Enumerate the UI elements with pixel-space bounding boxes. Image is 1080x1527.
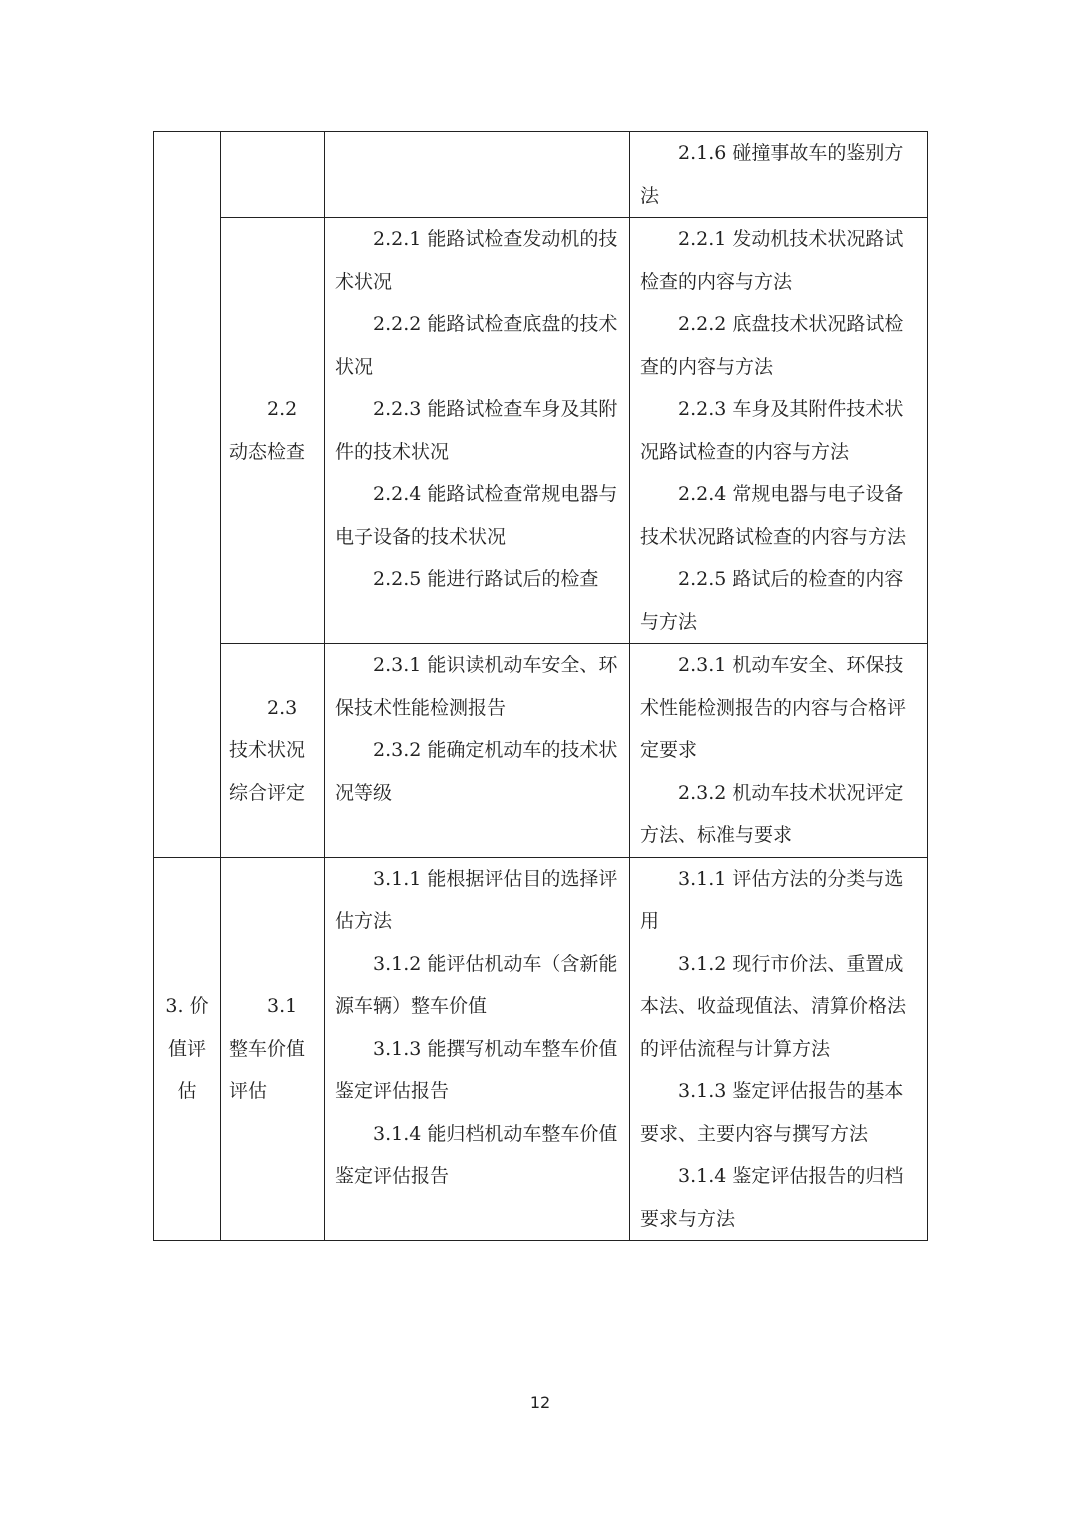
knowledge-item: 3.1.1 评估方法的分类与选用	[640, 867, 904, 932]
unit-label: 3.1 整车价值评估	[229, 995, 306, 1102]
skill-item: 2.2.3 能路试检查车身及其附件的技术状况	[335, 398, 618, 463]
unit-cell	[221, 857, 325, 1241]
skill-item: 2.3.1 能识读机动车安全、环保技术性能检测报告	[335, 654, 618, 719]
knowledge-item: 2.2.4 常规电器与电子设备技术状况路试检查的内容与方法	[640, 483, 907, 548]
unit-cell	[221, 218, 325, 644]
knowledge-cell	[630, 857, 928, 1241]
knowledge-item: 2.3.1 机动车安全、环保技术性能检测报告的内容与合格评定要求	[640, 654, 907, 761]
knowledge-item: 2.3.2 机动车技术状况评定方法、标准与要求	[640, 781, 904, 846]
knowledge-cell	[630, 218, 928, 644]
skill-item: 2.3.2 能确定机动车的技术状况等级	[335, 739, 618, 804]
knowledge-item: 2.2.3 车身及其附件技术状况路试检查的内容与方法	[640, 398, 904, 463]
unit-label: 2.2 动态检查	[229, 398, 306, 463]
table-row	[154, 857, 928, 1241]
skill-requirements-table	[153, 131, 928, 1241]
knowledge-item: 3.1.4 鉴定评估报告的归档要求与方法	[640, 1165, 904, 1230]
knowledge-item: 3.1.3 鉴定评估报告的基本要求、主要内容与撰写方法	[640, 1080, 904, 1145]
skill-item: 3.1.4 能归档机动车整车价值鉴定评估报告	[335, 1122, 618, 1187]
table-row	[154, 218, 928, 644]
skill-item: 3.1.2 能评估机动车（含新能源车辆）整车价值	[335, 952, 618, 1017]
knowledge-item: 2.1.6 碰撞事故车的鉴别方法	[640, 142, 904, 207]
skill-item: 3.1.3 能撰写机动车整车价值鉴定评估报告	[335, 1037, 618, 1102]
skill-cell	[325, 644, 630, 858]
page-number: 12	[529, 1393, 551, 1412]
skill-item: 2.2.5 能进行路试后的检查	[373, 568, 599, 590]
skill-item: 3.1.1 能根据评估目的选择评估方法	[335, 867, 618, 932]
skill-cell	[325, 218, 630, 644]
skill-item: 2.2.1 能路试检查发动机的技术状况	[335, 228, 618, 293]
knowledge-item: 2.2.1 发动机技术状况路试检查的内容与方法	[640, 228, 904, 293]
module-cell-3	[154, 857, 221, 1241]
knowledge-item: 3.1.2 现行市价法、重置成本法、收益现值法、清算价格法的评估流程与计算方法	[640, 952, 907, 1060]
unit-cell	[221, 132, 325, 218]
knowledge-item: 2.2.2 底盘技术状况路试检查的内容与方法	[640, 313, 904, 378]
table-row	[154, 644, 928, 858]
unit-cell	[221, 644, 325, 858]
skill-cell	[325, 132, 630, 218]
knowledge-cell	[630, 132, 928, 218]
skill-item: 2.2.2 能路试检查底盘的技术状况	[335, 313, 618, 378]
module-label: 3. 价值评估	[165, 995, 209, 1102]
skill-cell	[325, 857, 630, 1241]
table-row	[154, 132, 928, 218]
knowledge-item: 2.2.5 路试后的检查的内容与方法	[640, 568, 904, 633]
module-cell-2	[154, 132, 221, 858]
skill-item: 2.2.4 能路试检查常规电器与电子设备的技术状况	[335, 483, 618, 548]
knowledge-cell	[630, 644, 928, 858]
unit-label: 2.3 技术状况综合评定	[229, 696, 306, 804]
